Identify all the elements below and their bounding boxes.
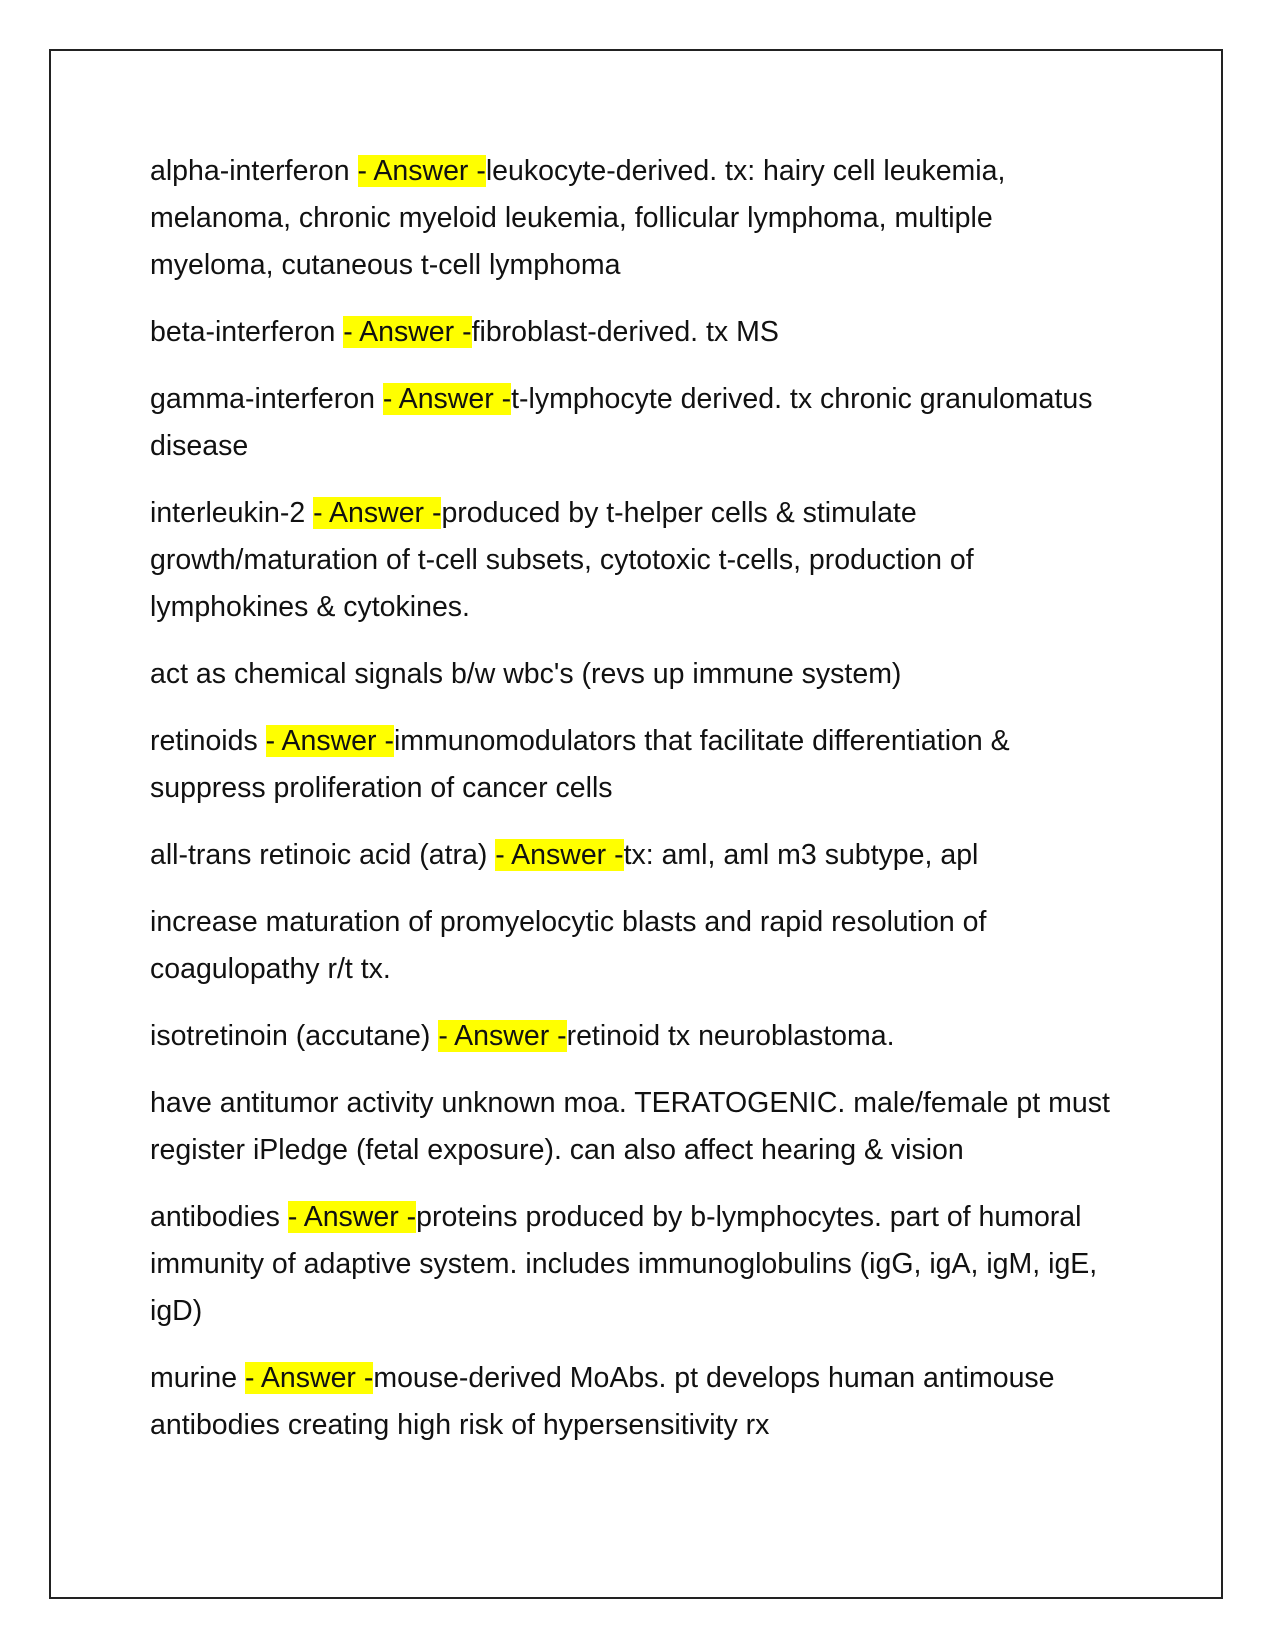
answer-marker: - Answer - <box>245 1362 374 1394</box>
entry-alpha-interferon <box>150 148 1110 289</box>
definition: immunomodulators that facilitate differentiation & suppress proliferation of cancer cells <box>150 725 1010 804</box>
note-chemical-signals <box>150 651 1110 698</box>
answer-marker: - Answer - <box>382 383 512 415</box>
definition: proteins produced by b-lymphocytes. part of humoral immunity of adaptive system. includes immunoglobulins (igG, igA, igM, igE, igD) <box>150 1201 1098 1327</box>
definition: t-lymphocyte derived. tx chronic granulomatus disease <box>150 383 1093 462</box>
note-text: act as chemical signals b/w wbc's (revs up immune system) <box>150 658 902 690</box>
entry-retinoids <box>150 718 1110 812</box>
note-antitumor <box>150 1080 1110 1174</box>
answer-marker: - Answer - <box>343 316 472 348</box>
definition: tx: aml, aml m3 subtype, apl <box>623 839 979 871</box>
term: retinoids <box>150 725 266 757</box>
term: beta-interferon <box>150 316 344 348</box>
definition: retinoid tx neuroblastoma. <box>566 1020 895 1052</box>
document-body <box>150 148 1110 1469</box>
term: alpha-interferon <box>150 155 358 187</box>
entry-interleukin-2 <box>150 490 1110 631</box>
entry-murine <box>150 1355 1110 1449</box>
term: antibodies <box>150 1201 288 1233</box>
note-text: increase maturation of promyelocytic blasts and rapid resolution of coagulopathy r/t tx. <box>150 906 987 985</box>
definition: fibroblast-derived. tx MS <box>471 316 779 348</box>
entry-beta-interferon <box>150 309 1110 356</box>
entry-gamma-interferon <box>150 376 1110 470</box>
definition: mouse-derived MoAbs. pt develops human antimouse antibodies creating high risk of hypersensitivity rx <box>150 1362 1055 1441</box>
definition: produced by t-helper cells & stimulate growth/maturation of t-cell subsets, cytotoxic t-cells, production of lymphokines & cytokines. <box>150 497 974 623</box>
note-maturation <box>150 899 1110 993</box>
answer-marker: - Answer - <box>357 155 486 187</box>
entry-atra <box>150 832 1110 879</box>
term: isotretinoin (accutane) <box>150 1020 439 1052</box>
answer-marker: - Answer - <box>313 497 442 529</box>
definition: leukocyte-derived. tx: hairy cell leukemia, melanoma, chronic myeloid leukemia, follicular lymphoma, multiple myeloma, cutaneous t-cell lymphoma <box>150 155 1006 281</box>
term: all-trans retinoic acid (atra) <box>150 839 496 871</box>
answer-marker: - Answer - <box>287 1201 417 1233</box>
term: gamma-interferon <box>150 383 383 415</box>
term: murine <box>150 1362 246 1394</box>
entry-antibodies <box>150 1194 1110 1335</box>
note-text: have antitumor activity unknown moa. TERATOGENIC. male/female pt must register iPledge (fetal exposure). can also affect hearing & vision <box>150 1087 1110 1166</box>
entry-isotretinoin <box>150 1013 1110 1060</box>
answer-marker: - Answer - <box>438 1020 567 1052</box>
answer-marker: - Answer - <box>495 839 624 871</box>
term: interleukin-2 <box>150 497 314 529</box>
answer-marker: - Answer - <box>265 725 394 757</box>
